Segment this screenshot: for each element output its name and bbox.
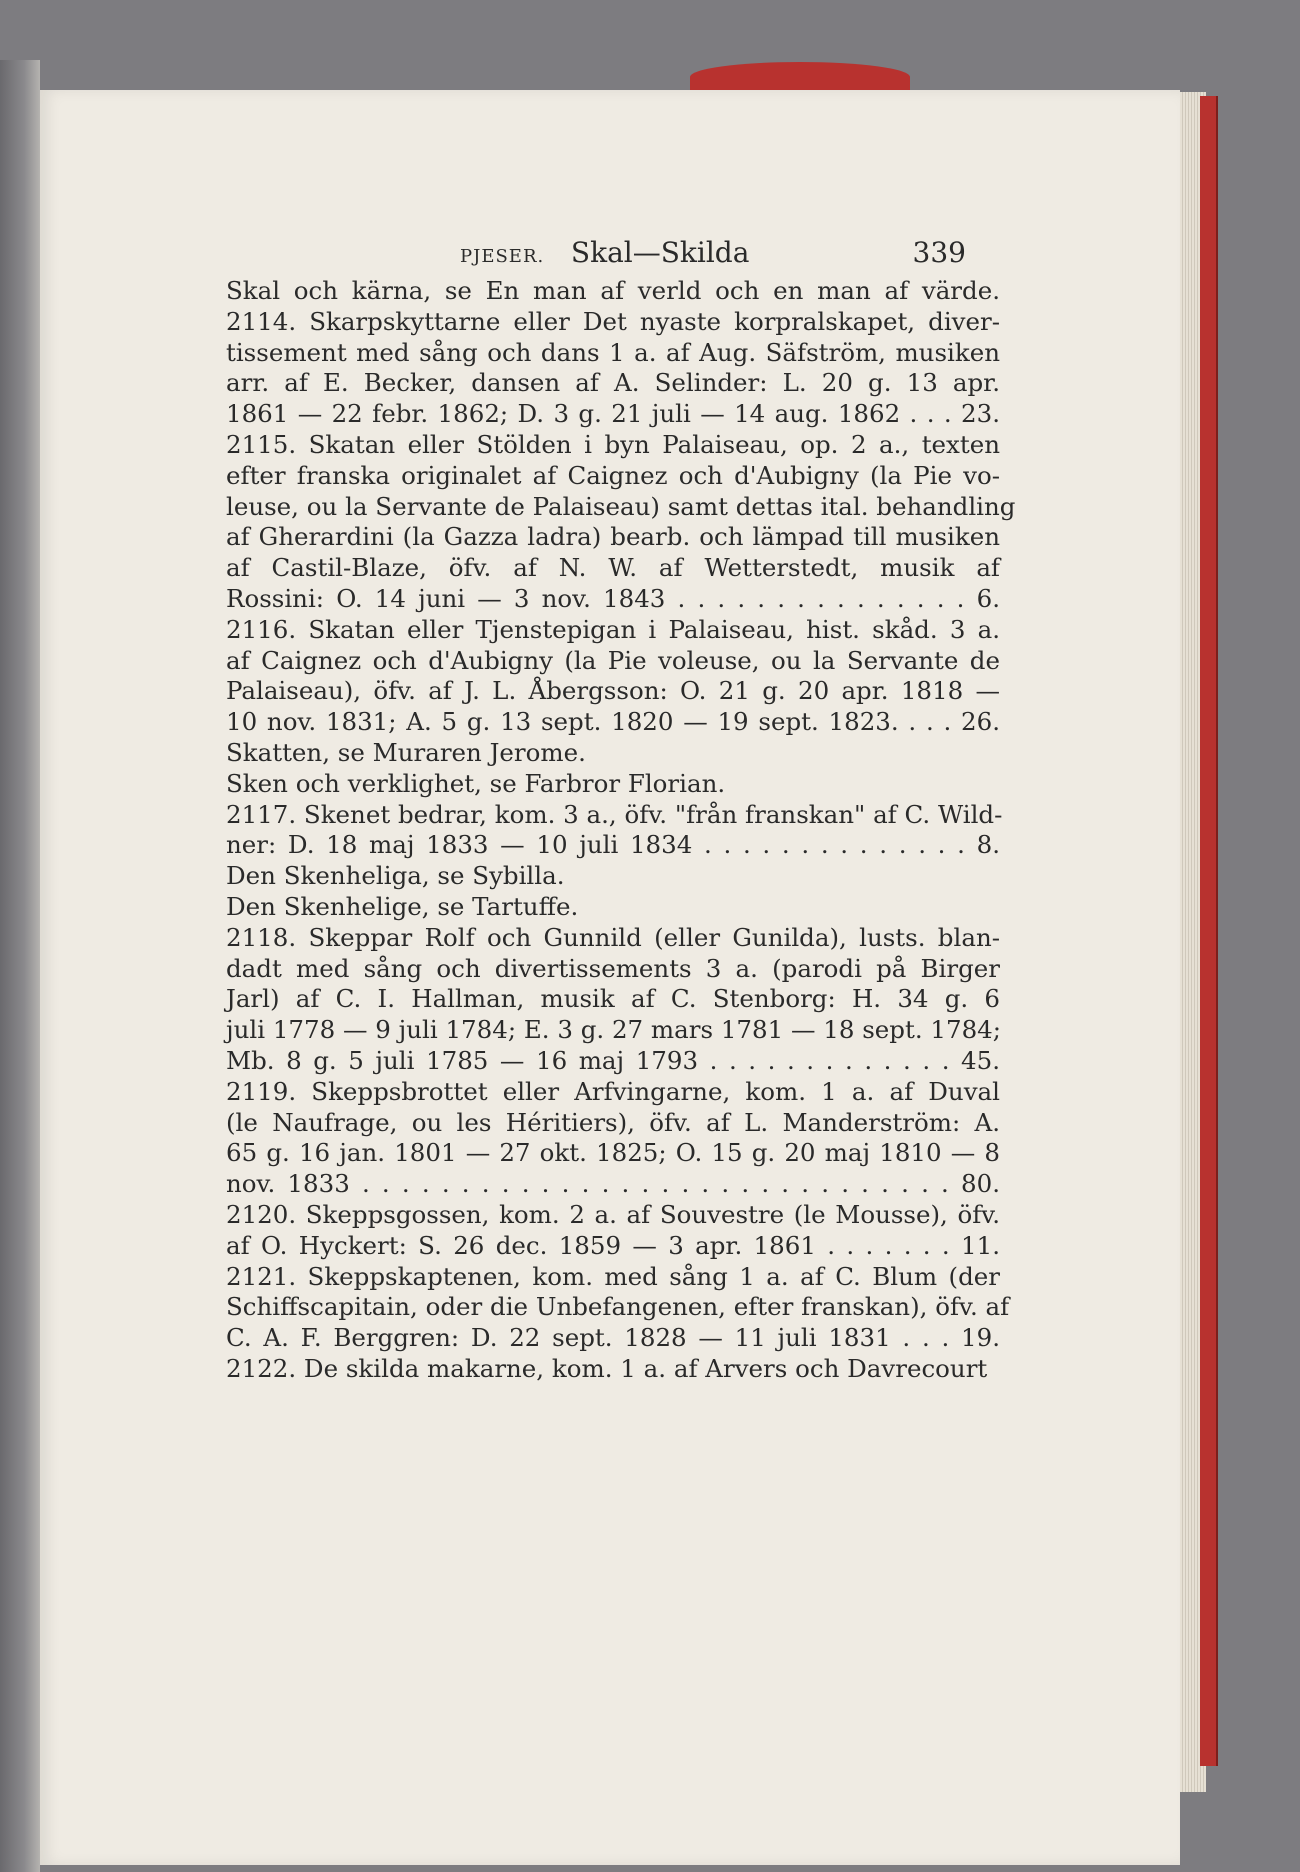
book-cover-top	[690, 62, 910, 92]
entry-line: 2121. Skeppskaptenen, kom. med sång 1 a. af C. Blum (der	[226, 1261, 1000, 1291]
entry-line: 65 g. 16 jan. 1801 — 27 okt. 1825; O. 15 g. 20 maj 1810 — 8	[226, 1138, 1000, 1168]
cross-reference: Sken och verklighet, se Farbror Florian.	[226, 768, 726, 798]
entry-line: juli 1778 — 9 juli 1784; E. 3 g. 27 mars 1781 — 18 sept. 1784;	[226, 1015, 1002, 1045]
entry-line: 2117. Skenet bedrar, kom. 3 a., öfv. "från franskan" af C. Wild-	[226, 799, 1003, 829]
entry-line: leuse, ou la Servante de Palaiseau) samt dettas ital. behandling	[226, 491, 1016, 521]
running-header	[226, 238, 1000, 272]
entry-line: nov. 1833 . . . . . . . . . . . . . . . . . . . . . . . . . . . . . . 80.	[226, 1169, 1000, 1199]
entry-line: 2115. Skatan eller Stölden i byn Palaiseau, op. 2 a., texten	[226, 429, 1000, 459]
entry-line: C. A. F. Berggren: D. 22 sept. 1828 — 11 juli 1831 . . . 19.	[226, 1323, 1000, 1353]
entry-line: 2114. Skarpskyttarne eller Det nyaste korpralskapet, diver-	[226, 306, 1000, 336]
entry-line: Rossini: O. 14 juni — 3 nov. 1843 . . . . . . . . . . . . . . . 6.	[226, 583, 1000, 613]
entry-line: Skal och kärna, se En man af verld och en man af värde.	[226, 276, 1000, 305]
section-label: PJESER.	[460, 246, 545, 267]
entry-line: Schiffscapitain, oder die Unbefangenen, efter franskan), öfv. af	[226, 1292, 1010, 1322]
entry-line: 1861 — 22 febr. 1862; D. 3 g. 21 juli — 14 aug. 1862 . . . 23.	[226, 399, 1000, 429]
entry-line: 2120. Skeppsgossen, kom. 2 a. af Souvestre (le Mousse), öfv.	[226, 1199, 1000, 1229]
entry-line: af Gherardini (la Gazza ladra) bearb. och lämpad till musiken	[226, 522, 1000, 552]
entry-line: af O. Hyckert: S. 26 dec. 1859 — 3 apr. 1861 . . . . . . . 11.	[226, 1230, 1000, 1260]
entry-line: 2116. Skatan eller Tjenstepigan i Palaiseau, hist. skåd. 3 a.	[226, 614, 1000, 644]
page-text	[226, 236, 1016, 1385]
entry-line: efter franska originalet af Caignez och d'Aubigny (la Pie vo-	[226, 460, 1000, 490]
entry-line: 2118. Skeppar Rolf och Gunnild (eller Gunilda), lusts. blan-	[226, 922, 1000, 952]
entry-line: dadt med sång och divertissements 3 a. (parodi på Birger	[226, 953, 1000, 983]
book-cover-left	[0, 60, 40, 1872]
running-title	[460, 238, 749, 273]
entry-line: arr. af E. Becker, dansen af A. Selinder: L. 20 g. 13 apr.	[226, 368, 1000, 398]
entry-line: af Castil-Blaze, öfv. af N. W. af Wetterstedt, musik af	[226, 553, 1000, 583]
entry-line: Palaiseau), öfv. af J. L. Åbergsson: O. 21 g. 20 apr. 1818 —	[226, 676, 1000, 706]
entry-line: (le Naufrage, ou les Héritiers), öfv. af L. Manderström: A.	[226, 1107, 1000, 1137]
entry-line: 2122. De skilda makarne, kom. 1 a. af Arvers och Davrecourt	[226, 1353, 988, 1383]
page-number: 339	[912, 236, 966, 269]
entry-line: af Caignez och d'Aubigny (la Pie voleuse, ou la Servante de	[226, 645, 1000, 675]
entry-line: 2119. Skeppsbrottet eller Arfvingarne, kom. 1 a. af Duval	[226, 1076, 1000, 1106]
entry-line: Mb. 8 g. 5 juli 1785 — 16 maj 1793 . . . . . . . . . . . . . 45.	[226, 1045, 1000, 1075]
cross-reference: Skatten, se Muraren Jerome.	[226, 737, 586, 767]
entry-line: tissement med sång och dans 1 a. af Aug. Säfström, musiken	[226, 337, 1000, 367]
page-range: Skal—Skilda	[570, 236, 750, 269]
cross-reference: Den Skenheliga, se Sybilla.	[226, 861, 565, 891]
entry-line: ner: D. 18 maj 1833 — 10 juli 1834 . . . . . . . . . . . . . . 8.	[226, 830, 1000, 860]
cross-reference: Den Skenhelige, se Tartuffe.	[226, 891, 579, 921]
book-cover-right	[1200, 96, 1218, 1766]
entry-line: Jarl) af C. I. Hallman, musik af C. Stenborg: H. 34 g. 6	[226, 984, 1000, 1014]
entry-line: 10 nov. 1831; A. 5 g. 13 sept. 1820 — 19 sept. 1823. . . . 26.	[226, 707, 1000, 737]
